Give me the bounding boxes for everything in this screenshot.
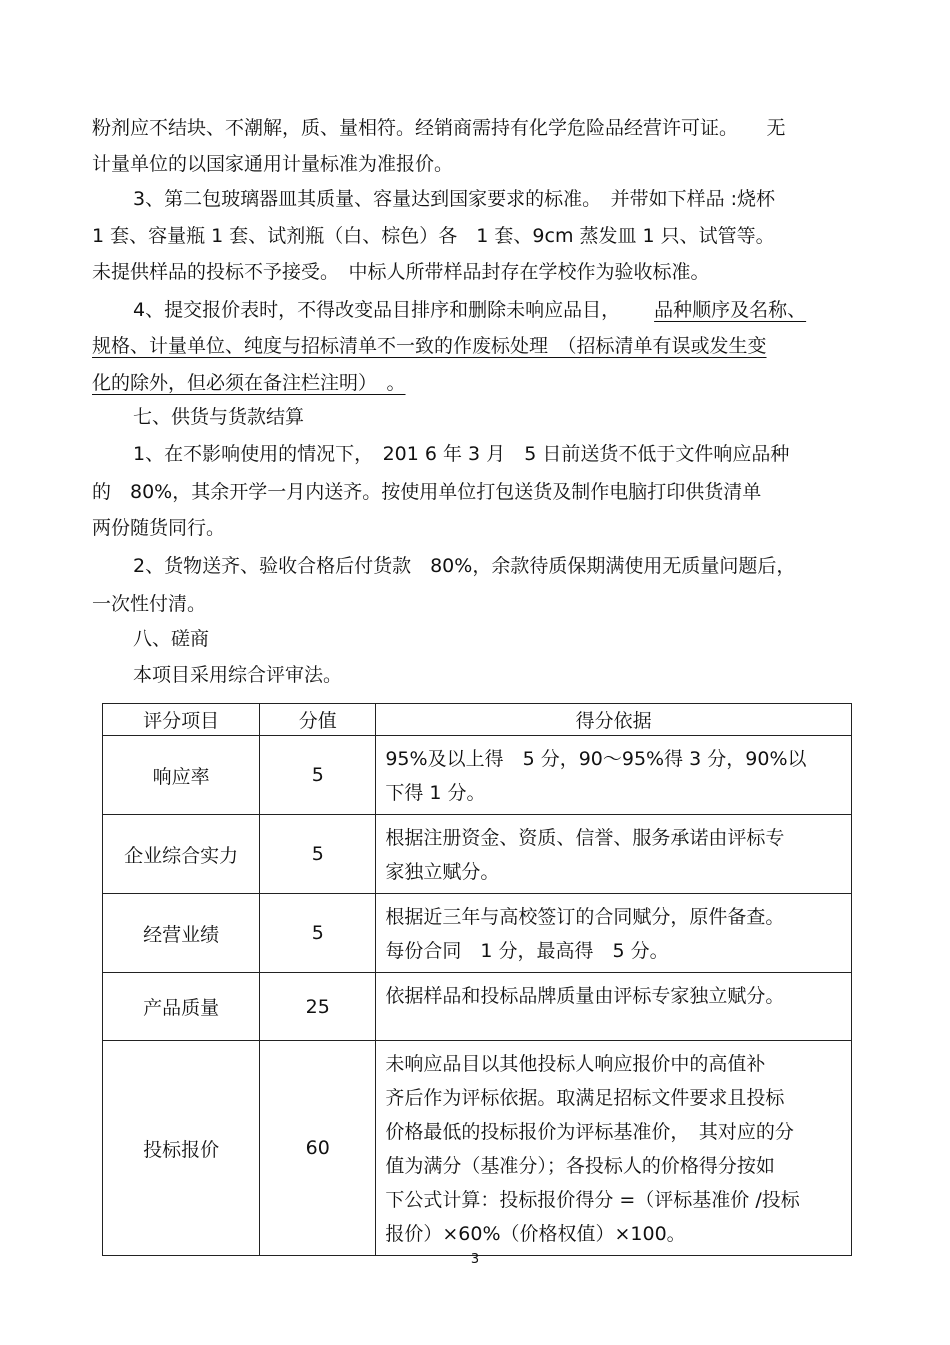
table-row [103, 815, 852, 894]
item-cell: 产品质量 [103, 973, 260, 1041]
paragraph-line: 2、货物送齐、验收合格后付货款 80%，余款待质保期满使用无质量问题后， [133, 555, 796, 577]
basis-line: 根据注册资金、资质、信誉、服务承诺由评标专 [385, 827, 785, 849]
basis-line: 齐后作为评标依据。取满足招标文件要求且投标 [385, 1087, 785, 1109]
basis-line: 依据样品和投标品牌质量由评标专家独立赋分。 [385, 985, 785, 1007]
table-row [103, 894, 852, 973]
basis-line: 下得 1 分。 [385, 782, 486, 804]
basis-cell [376, 736, 852, 815]
paragraph-line: 未提供样品的投标不予接受。 中标人所带样品封存在学校作为验收标准。 [92, 261, 710, 283]
underlined-paragraph-line: 规格、计量单位、纯度与招标清单不一致的作废标处理 （招标清单有误或发生变 [92, 335, 767, 357]
paragraph-line: 粉剂应不结块、不潮解，质、量相符。经销商需持有化学危险品经营许可证。 无 [92, 117, 786, 139]
scoring-table [102, 703, 852, 1256]
score-cell: 5 [260, 894, 376, 973]
paragraph-line: 本项目采用综合评审法。 [133, 664, 343, 686]
basis-cell [376, 973, 852, 1041]
item-cell: 经营业绩 [103, 894, 260, 973]
paragraph-line: 1、在不影响使用的情况下， 201 6 年 3 月 5 日前送货不低于文件响应品种 [133, 443, 790, 465]
underlined-paragraph-line: 化的除外，但必须在备注栏注明） 。 [92, 372, 406, 394]
basis-line: 根据近三年与高校签订的合同赋分，原件备查。 [385, 906, 785, 928]
page-number: 3 [470, 1252, 480, 1267]
basis-line: 未响应品目以其他投标人响应报价中的高值补 [385, 1053, 766, 1075]
item-cell: 响应率 [103, 736, 260, 815]
paragraph-line: 两份随货同行。 [92, 517, 226, 539]
table-header-row [103, 704, 852, 736]
paragraph-line: 的 80%，其余开学一月内送齐。按使用单位打包送货及制作电脑打印供货清单 [92, 481, 762, 503]
item-cell: 企业综合实力 [103, 815, 260, 894]
section-heading: 七、供货与货款结算 [133, 406, 305, 428]
column-header: 分值 [260, 704, 376, 736]
paragraph-line: 一次性付清。 [92, 593, 207, 615]
table-row [103, 973, 852, 1041]
score-cell: 60 [260, 1041, 376, 1256]
paragraph-line: 1 套、容量瓶 1 套、试剂瓶（白、棕色）各 1 套、9cm 蒸发皿 1 只、试管等。 [92, 225, 775, 247]
column-header: 评分项目 [103, 704, 260, 736]
table-row [103, 736, 852, 815]
basis-line: 95%及以上得 5 分，90～95%得 3 分，90%以 [385, 748, 807, 770]
basis-cell [376, 1041, 852, 1256]
basis-cell [376, 815, 852, 894]
basis-line: 值为满分（基准分）；各投标人的价格得分按如 [385, 1155, 775, 1177]
score-cell: 5 [260, 815, 376, 894]
score-cell: 25 [260, 973, 376, 1041]
column-header: 得分依据 [376, 704, 852, 736]
basis-line: 下公式计算：投标报价得分 =（评标基准价 /投标 [385, 1189, 800, 1211]
paragraph-line: 3、第二包玻璃器皿其质量、容量达到国家要求的标准。 并带如下样品 :烧杯 [133, 188, 776, 210]
basis-line: 价格最低的投标报价为评标基准价， 其对应的分 [385, 1121, 794, 1143]
item-cell: 投标报价 [103, 1041, 260, 1256]
paragraph-text: 4、提交报价表时，不得改变品目排序和删除未响应品目， [133, 299, 621, 321]
basis-line: 每份合同 1 分，最高得 5 分。 [385, 940, 669, 962]
paragraph-line [133, 297, 806, 323]
section-heading: 八、磋商 [133, 628, 210, 650]
basis-line: 家独立赋分。 [385, 861, 500, 883]
score-cell: 5 [260, 736, 376, 815]
basis-cell [376, 894, 852, 973]
underlined-text: 品种顺序及名称、 [654, 299, 807, 321]
basis-line: 报价）×60%（价格权值）×100。 [385, 1223, 686, 1245]
paragraph-line: 计量单位的以国家通用计量标准为准报价。 [92, 153, 454, 175]
table-row [103, 1041, 852, 1256]
